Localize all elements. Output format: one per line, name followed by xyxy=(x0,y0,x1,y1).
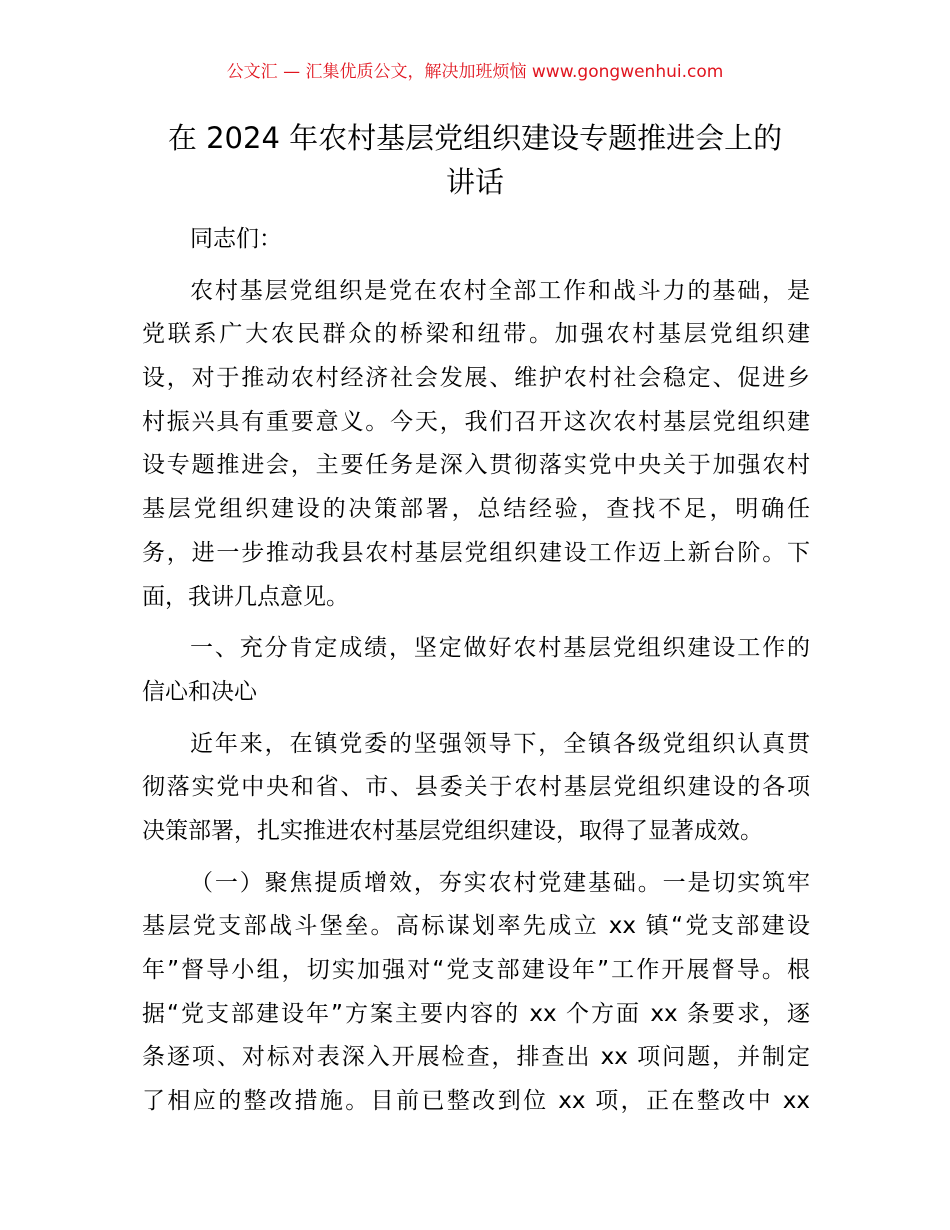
paragraph-line: （一）聚焦提质增效，夯实农村党建基础。一是切实筑牢 xyxy=(190,869,810,896)
title-line: 讲话 xyxy=(445,165,504,199)
title-line: 在 2024 年农村基层党组织建设专题推进会上的 xyxy=(167,121,783,155)
paragraph-line: 信心和决心 xyxy=(142,678,257,705)
paragraph-line: 面，我讲几点意见。 xyxy=(142,583,349,610)
paragraph xyxy=(142,627,810,714)
paragraph-line: 设，对于推动农村经济社会发展、维护农村社会稳定、促进乡 xyxy=(142,365,810,392)
document-body xyxy=(142,218,810,1132)
paragraph-line: 党联系广大农民群众的桥梁和纽带。加强农村基层党组织建 xyxy=(142,321,810,348)
paragraph-line: 了相应的整改措施。目前已整改到位 xx 项，正在整改中 xx xyxy=(142,1088,810,1115)
paragraph-line: 基层党组织建设的决策部署，总结经验，查找不足，明确任 xyxy=(142,496,810,523)
paragraph-line: 年”督导小组，切实加强对“党支部建设年”工作开展督导。根 xyxy=(142,957,810,983)
paragraph xyxy=(142,270,810,620)
paragraph-line: 条逐项、对标对表深入开展检查，排查出 xx 项问题，并制定 xyxy=(142,1044,810,1071)
paragraph-line: 决策部署，扎实推进农村基层党组织建设，取得了显著成效。 xyxy=(142,817,763,844)
paragraph-line: 村振兴具有重要意义。今天，我们召开这次农村基层党组织建 xyxy=(142,408,810,435)
paragraph-line: 农村基层党组织是党在农村全部工作和战斗力的基础，是 xyxy=(190,277,810,304)
document-title xyxy=(130,116,820,204)
watermark-header: 公文汇 — 汇集优质公文，解决加班烦恼 www.gongwenhui.com xyxy=(226,62,724,82)
paragraph-line: 据“党支部建设年”方案主要内容的 xx 个方面 xx 条要求，逐 xyxy=(142,1000,810,1027)
paragraph-line: 设专题推进会，主要任务是深入贯彻落实党中央关于加强农村 xyxy=(142,452,810,479)
paragraph-line: 彻落实党中央和省、市、县委关于农村基层党组织建设的各项 xyxy=(142,774,810,801)
paragraph xyxy=(142,723,810,854)
paragraph-line: 近年来，在镇党委的坚强领导下，全镇各级党组织认真贯 xyxy=(190,730,810,757)
paragraph xyxy=(142,862,810,1124)
paragraph-line: 一、充分肯定成绩，坚定做好农村基层党组织建设工作的 xyxy=(190,635,810,662)
paragraph xyxy=(142,218,810,262)
paragraph-line: 务，进一步推动我县农村基层党组织建设工作迈上新台阶。下 xyxy=(142,539,810,566)
paragraph-line: 基层党支部战斗堡垒。高标谋划率先成立 xx 镇“党支部建设 xyxy=(142,913,810,940)
paragraph-line: 同志们： xyxy=(190,226,282,252)
